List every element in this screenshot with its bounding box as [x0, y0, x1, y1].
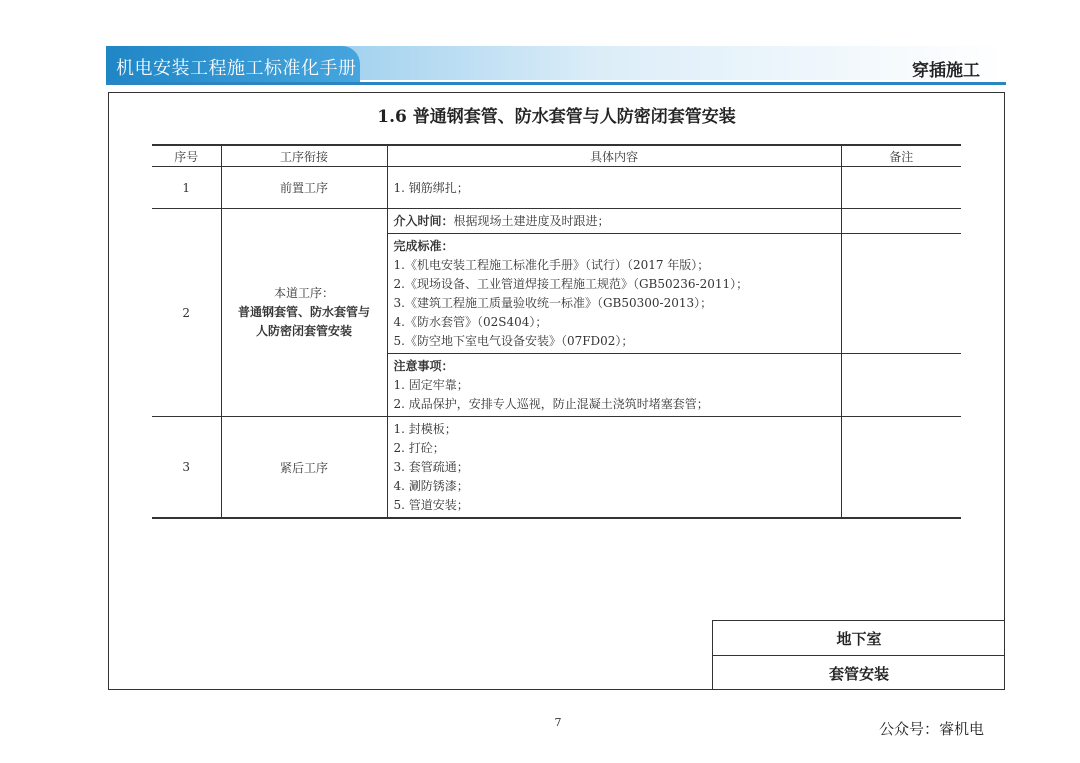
content-line: 5. 管道安装；: [393, 498, 469, 512]
content-line: 4.《防水套管》（02S404）；: [393, 315, 548, 329]
content-line: 1. 封模板；: [393, 422, 457, 436]
row-step: 前置工序: [221, 167, 387, 209]
content-line: 2. 打砼；: [393, 441, 445, 455]
content-line: 根据现场土建进度及时跟进；: [453, 214, 610, 228]
row-number: 1: [152, 167, 221, 209]
table-row: [152, 209, 961, 234]
step-line: 人防密闭套管安装: [255, 324, 352, 338]
table-row: [152, 417, 961, 519]
row-step: 紧后工序: [221, 417, 387, 519]
row-content: [387, 354, 841, 417]
content-subhead: 介入时间：: [393, 214, 454, 228]
row-number: 2: [152, 209, 221, 417]
row-content: [387, 209, 841, 234]
header-gradient: [330, 46, 1006, 80]
step-line: 本道工序：: [273, 286, 334, 300]
content-line: 5.《防空地下室电气设备安装》（07FD02）；: [393, 334, 634, 348]
row-content: [387, 167, 841, 209]
row-number: 3: [152, 417, 221, 519]
step-line: 普通钢套管、防水套管与: [237, 305, 370, 319]
content-line: 3. 套管疏通；: [393, 460, 469, 474]
content-line: 1.《机电安装工程施工标准化手册》（试行）（2017 年版）；: [393, 258, 710, 272]
column-header-no: 序号: [152, 145, 221, 167]
classification-stamp: [712, 620, 1005, 690]
row-note: [841, 234, 961, 354]
page-number: 7: [554, 716, 562, 729]
content-line: 3.《建筑工程施工质量验收统一标准》（GB50300-2013）；: [393, 296, 713, 310]
procedure-table: [152, 144, 961, 519]
row-step: [221, 209, 387, 417]
row-note: [841, 417, 961, 519]
row-content: [387, 234, 841, 354]
header-rule: [106, 82, 1006, 85]
content-line: 1. 固定牢靠；: [393, 378, 469, 392]
column-header-content: 具体内容: [387, 145, 841, 167]
column-header-step: 工序衔接: [221, 145, 387, 167]
table-row: [152, 167, 961, 209]
document-title: 1.6 普通钢套管、防水套管与人防密闭套管安装: [377, 107, 736, 127]
section-title: 穿插施工: [912, 61, 980, 81]
footer-source: 公众号：睿机电: [878, 720, 984, 738]
content-subhead: 完成标准：: [393, 239, 454, 253]
content-line: 4. 涮防锈漆；: [393, 479, 469, 493]
manual-title: 机电安装工程施工标准化手册: [116, 58, 357, 79]
row-content: [387, 417, 841, 519]
table-header-row: [152, 145, 961, 167]
content-line: 2.《现场设备、工业管道焊接工程施工规范》（GB50236-2011）；: [393, 277, 749, 291]
row-note: [841, 354, 961, 417]
stamp-location: 地下室: [713, 621, 1005, 656]
content-line: 2. 成品保护，安排专人巡视，防止混凝土浇筑时堵塞套管；: [393, 397, 709, 411]
stamp-item: 套管安装: [828, 664, 889, 683]
column-header-note: 备注: [841, 145, 961, 167]
content-line: 1. 钢筋绑扎；: [393, 181, 469, 195]
row-note: [841, 209, 961, 234]
row-note: [841, 167, 961, 209]
content-subhead: 注意事项：: [393, 359, 454, 373]
